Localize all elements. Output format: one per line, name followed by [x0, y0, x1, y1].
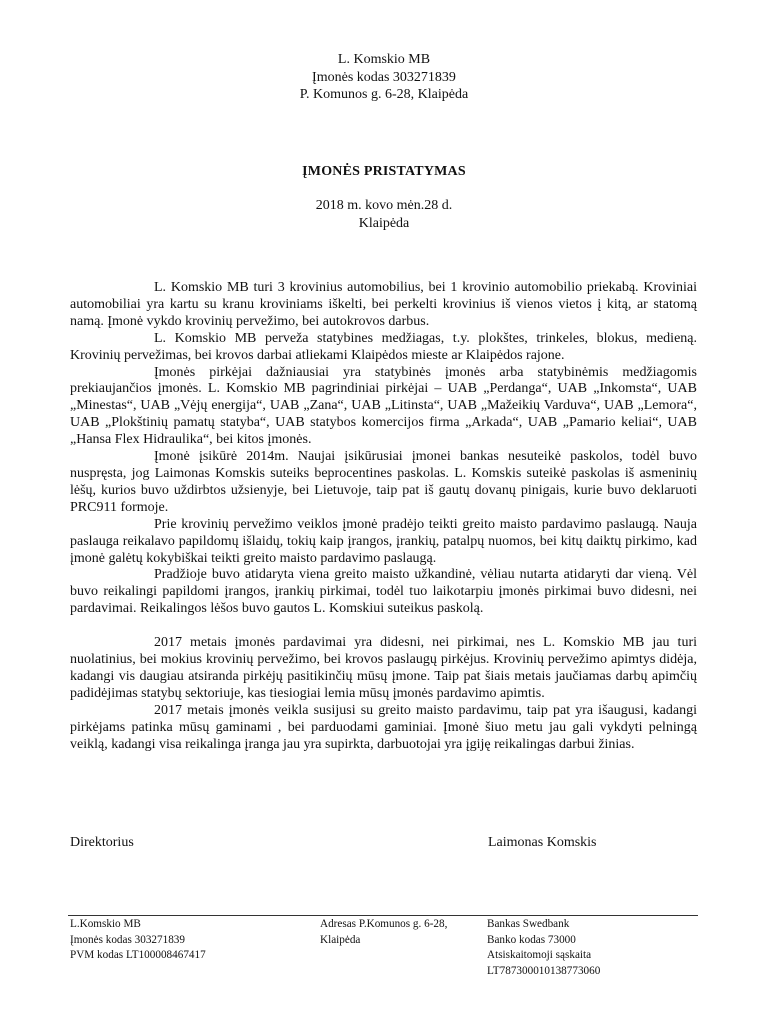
footer-line: PVM kodas LT100008467417 — [70, 949, 206, 961]
paragraph: Įmonė įsikūrė 2014m. Naujai įsikūrusiai įmonei bankas nesuteikė paskolos, todėl buvo nuspręsta, jog Laimonas Komskis suteiks beprocentines paskolas. L. Komskis suteikė paskolas iš asmeninių lėšų, kurios buvo uždirbtos užsienyje, bei Lietuvoje, taip pat iš gautų dovanų pinigais, kurie buvo deklaruoti PRC911 formoje. — [70, 449, 697, 515]
footer-line: Klaipėda — [320, 933, 361, 946]
footer-company-info — [70, 917, 206, 964]
footer-line: Adresas P.Komunos g. 6-28, — [320, 918, 448, 930]
document-title: ĮMONĖS PRISTATYMAS — [302, 164, 466, 179]
footer-line: Bankas Swedbank — [487, 918, 570, 930]
paragraph: 2017 metais įmonės pardavimai yra didesni, nei pirkimai, nes L. Komskio MB jau turi nuolatinius, bei mokius krovinių pervežimo, bei krovos paslaugų pirkėjus. Krovinių pervežimo apimtys didėja, kadangi vis daugiau atsiranda pirkėjų pasitikinčių mūsų įmone. Taip pat šiais metais jaučiamas darbų apimčių padidėjimas statybų sektoriuje, kas tiesiogiai lemia mūsų įmonės pardavimo apimtis. — [70, 635, 697, 701]
footer-line: Įmonės kodas 303271839 — [70, 933, 185, 946]
paragraph: Pradžioje buvo atidaryta viena greito maisto užkandinė, vėliau nutarta atidaryti dar vieną. Vėl buvo reikalingi papildomi įrangos, įrankių pirkimai, todėl tuo laikotarpiu įmonės pirkimai buvo didesni, nei pardavimai. Reikalingos lėšos buvo gautos L. Komskiui suteikus paskolą. — [70, 567, 697, 617]
footer-bank-info — [487, 917, 600, 979]
date-block — [0, 197, 768, 232]
paragraph: L. Komskio MB turi 3 krovinius automobilius, bei 1 krovinio automobilio priekabą. Kroviniai automobiliai yra kartu su kranu kroviniams iškelti, bei perkelti krovinius iš vienos vietos į kitą, ar statomą namą. Įmonė vykdo krovinių pervežimo, bei autokrovos darbus. — [70, 280, 697, 329]
footer-line: LT787300010138773060 — [487, 964, 601, 977]
paragraph: L. Komskio MB perveža statybines medžiagas, t.y. plokštes, trinkeles, blokus, medieną. Krovinių pervežimas, bei krovos darbai atliekami Klaipėdos mieste ar Klaipėdos rajone. — [70, 330, 697, 363]
paragraph: Įmonės pirkėjai dažniausiai yra statybinės įmonės arba statybinėmis medžiagomis prekiaujančios įmonės. L. Komskio MB pagrindiniai pirkėjai – UAB „Perdanga“, UAB „Inkomsta“, UAB „Minestas“, UAB „Vėjų energija“, UAB „Zana“, UAB „Litinsta“, UAB „Mažeikių Varduva“, UAB „Lemora“, UAB „Plokštinių pamatų statyba“, UAB statybos komercijos firma „Arkada“, UAB „Pamario keliai“, UAB „Hansa Flex Hidraulika“, bei kitos įmonės. — [70, 364, 697, 448]
company-name: L. Komskio MB — [337, 52, 431, 67]
document-body — [70, 280, 697, 753]
footer-line: L.Komskio MB — [70, 918, 141, 930]
footer-line: Banko kodas 73000 — [487, 933, 576, 946]
paragraph: Prie krovinių pervežimo veiklos įmonė pradėjo teikti greito maisto pardavimo paslaugą. Nauja paslauga reikalavo papildomų išlaidų, tokių kaip įrangos, įrankių, patalpų nuomos, bei kitų daiktų pirkimo, kad įmonė galėtų kokybiškai teikti greito maisto pardavimo paslaugą. — [70, 516, 697, 566]
signature-role: Direktorius — [70, 835, 134, 850]
letterhead — [0, 51, 768, 104]
company-code: Įmonės kodas 303271839 — [312, 69, 456, 85]
footer-divider — [68, 915, 698, 916]
document-date: 2018 m. kovo mėn.28 d. — [315, 198, 453, 213]
document-city: Klaipėda — [358, 215, 410, 231]
footer-line: Atsiskaitomoji sąskaita — [487, 949, 592, 961]
company-address: P. Komunos g. 6-28, Klaipėda — [299, 87, 469, 102]
paragraph: 2017 metais įmonės veikla susijusi su greito maisto pardavimu, taip pat yra išaugusi, kadangi pirkėjams patinka mūsų gaminami , bei parduodami gaminiai. Įmonė šiuo metu jau gali vykdyti pelningą veiklą, kadangi visa reikalinga įranga jau yra supirkta, darbuotojai yra įgiję reikalingas darbui žinias. — [70, 702, 697, 752]
footer-address-info — [320, 917, 447, 948]
signature-name: Laimonas Komskis — [488, 835, 597, 850]
